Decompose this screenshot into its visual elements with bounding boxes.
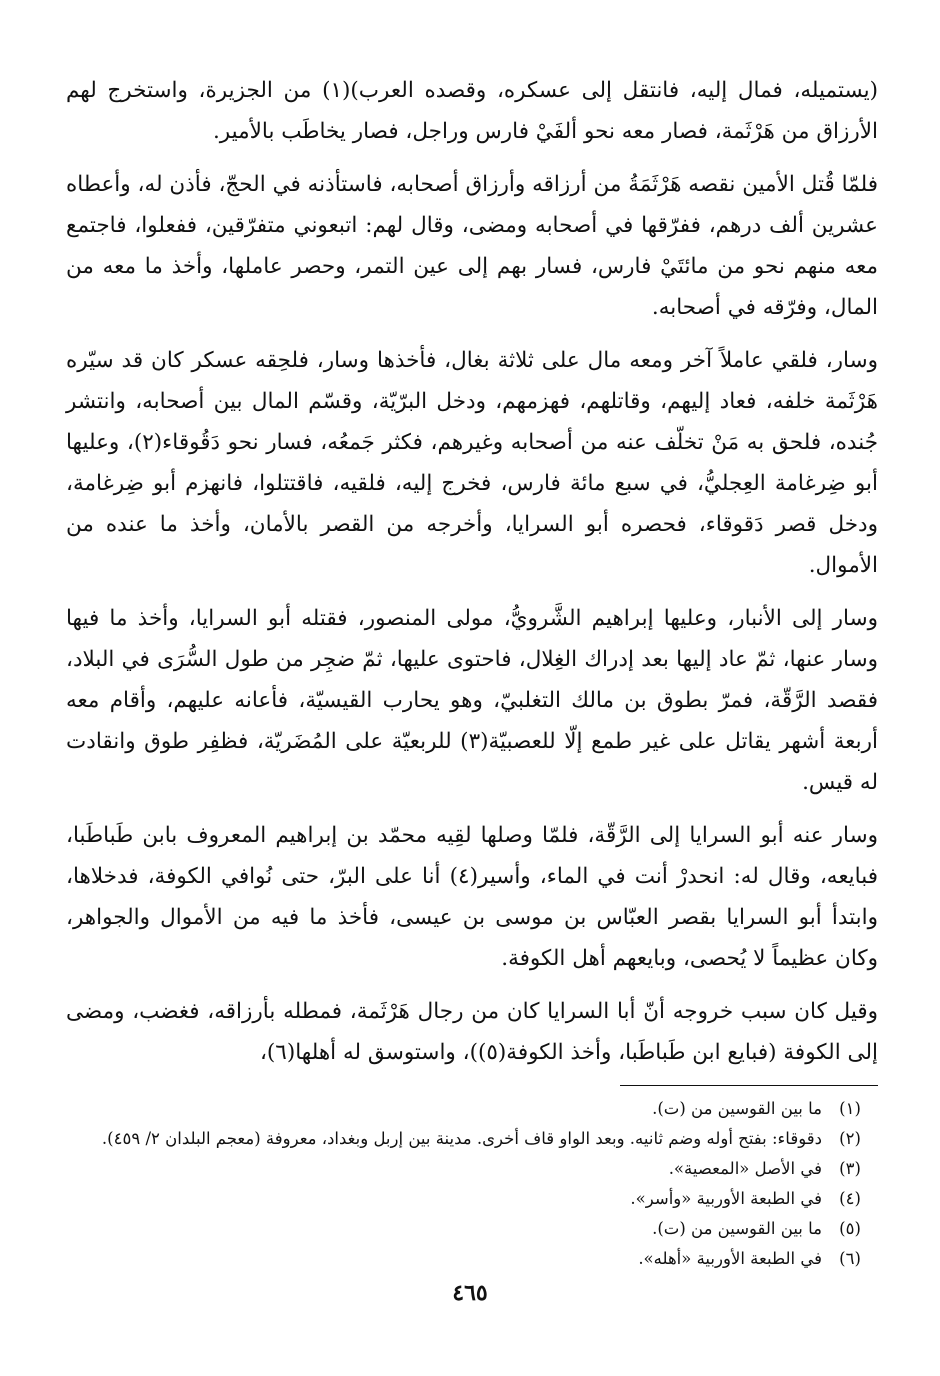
- footnotes-list: [66, 1094, 878, 1274]
- footnote-text: ما بين القوسين من (ت).: [652, 1219, 822, 1238]
- footnote-item: [66, 1154, 878, 1184]
- footnote-text: دقوقاء: بفتح أوله وضم ثانيه. وبعد الواو قاف أخرى. مدينة بين إربل وبغداد، معروفة (معجم البلدان ٢/ ٤٥٩).: [101, 1129, 822, 1148]
- footnote-number: (٥): [839, 1219, 861, 1238]
- paragraph: فلمّا قُتل الأمين نقصه هَرْثَمَةُ من أرزاقه وأرزاق أصحابه، فاستأذنه في الحجّ، فأذن له، وأعطاه عشرين ألف درهم، ففرّقها في أصحابه ومضى، وقال لهم: اتبعوني متفرّقين، ففعلوا، فاجتمع معه منهم نحو من مائتَيْ فارس، فسار بهم إلى عين التمر، وحصر عاملها، وأخذ ما معه من المال، وفرّقه في أصحابه.: [66, 172, 878, 320]
- main-text: [66, 70, 878, 1073]
- paragraph: وسار، فلقي عاملاً آخر ومعه مال على ثلاثة بغال، فأخذها وسار، فلحِقه عسكر كان قد سيّره هَرْثَمة خلفه، فعاد إليهم، وقاتلهم، فهزمهم، ودخل البرّيّة، وقسّم المال بين أصحابه، وانتشر جُنده، فلحق به مَنْ تخلّف عنه من أصحابه وغيرهم، فكثر جَمعُه، فسار نحو دَقُوقاء(٢)، وعليها أبو ضِرغامة العِجليُّ، في سبع مائة فارس، فخرج إليه، فلقيه، فاقتتلوا، فانهزم أبو ضِرغامة، ودخل قصر دَقوقاء، فحصره أبو السرايا، وأخرجه من القصر بالأمان، وأخذ ما عنده من الأموال.: [66, 348, 878, 578]
- footnote-item: [66, 1124, 878, 1154]
- paragraph: وسار إلى الأنبار، وعليها إبراهيم الشَّرويُّ، مولى المنصور، فقتله أبو السرايا، وأخذ ما فيها وسار عنها، ثمّ عاد إليها بعد إدراك الغِلال، فاحتوى عليها، ثمّ ضجِر من طول السُّرَى في البلاد، فقصد الرَّقّة، فمرّ بطوق بن مالك التغلبيّ، وهو يحارب القيسيّة، فأعانه عليهم، وأقام معه أربعة أشهر يقاتل على غير طمع إلّا للعصبيّة(٣) للربعيّة على المُضَريّة، فظفِر طوق وانقادت له قيس.: [66, 606, 878, 795]
- footnote-text: ما بين القوسين من (ت).: [652, 1099, 822, 1118]
- footnote-number: (٦): [839, 1249, 861, 1268]
- page-content: [66, 70, 878, 1274]
- footnote-text: في الطبعة الأوربية «وأسر».: [630, 1189, 822, 1208]
- footnote-number: (٢): [839, 1129, 861, 1148]
- paragraph: (يستميله، فمال إليه، فانتقل إلى عسكره، وقصده العرب)(١) من الجزيرة، واستخرج لهم الأرزاق من هَرْثَمة، فصار معه نحو ألفَيْ فارس وراجل، فصار يخاطَب بالأمير.: [66, 78, 879, 144]
- footnote-number: (١): [839, 1099, 861, 1118]
- footnote-item: [66, 1244, 878, 1274]
- footnote-divider: [620, 1085, 878, 1086]
- footnote-text: في الأصل «المعصية».: [668, 1159, 822, 1178]
- footnote-number: (٣): [839, 1159, 861, 1178]
- paragraph: وقيل كان سبب خروجه أنّ أبا السرايا كان من رجال هَرْثَمة، فمطله بأرزاقه، فغضب، ومضى إلى الكوفة (فبايع ابن طَباطَبا، وأخذ الكوفة(٥))، واستوسق له أهلها(٦)،: [66, 999, 878, 1065]
- paragraph: وسار عنه أبو السرايا إلى الرَّقّة، فلمّا وصلها لقِيه محمّد بن إبراهيم المعروف بابن طَباطَبا، فبايعه، وقال له: انحدرْ أنت في الماء، وأسير(٤) أنا على البرّ، حتى نُوافي الكوفة، فدخلاها، وابتدأ أبو السرايا بقصر العبّاس بن موسى بن عيسى، فأخذ ما فيه من الأموال والجواهر، وكان عظيماً لا يُحصى، وبايعهم أهل الكوفة.: [66, 823, 878, 971]
- footnote-number: (٤): [839, 1189, 861, 1208]
- footnote-item: [66, 1214, 878, 1244]
- footnote-item: [66, 1094, 878, 1124]
- footnote-item: [66, 1184, 878, 1214]
- page-number: ٤٦٥: [452, 1280, 488, 1306]
- footnote-text: في الطبعة الأوربية «أهله».: [638, 1249, 822, 1268]
